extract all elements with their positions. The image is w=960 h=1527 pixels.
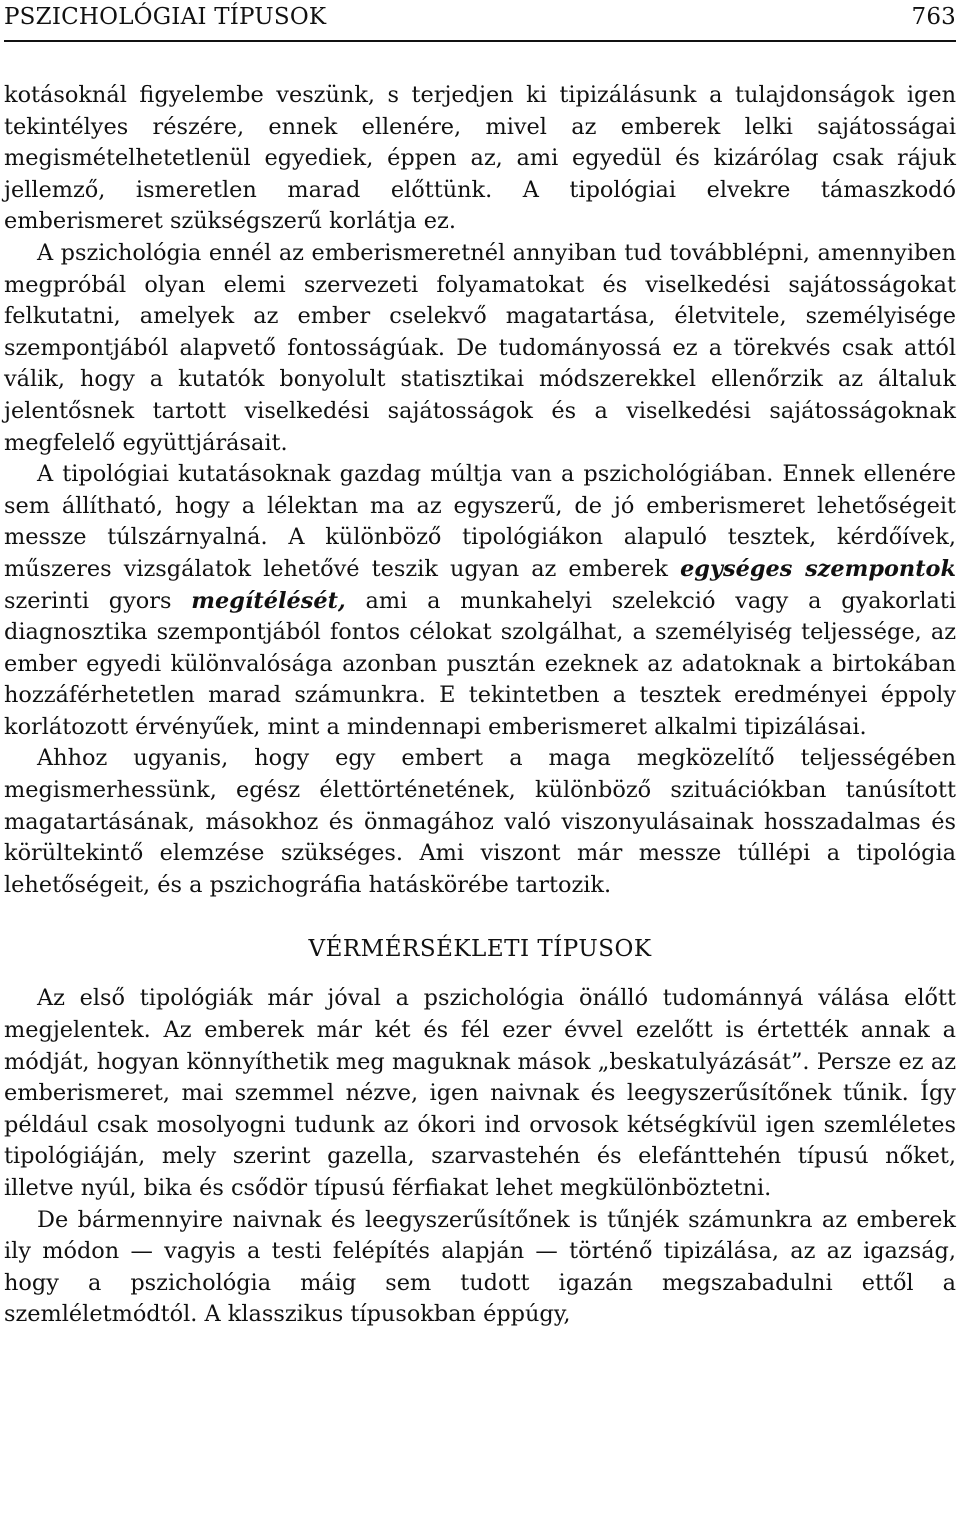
paragraph-3-emphasis-2: megítélését, (191, 587, 346, 614)
paragraph-3 (4, 459, 956, 743)
paragraph-1: kotásoknál figyelembe veszünk, s terjedjen ki tipizálásunk a tulajdonságok igen tekintélyes részére, ennek ellenére, mivel az emberek lelki sajátosságai megismételhetetlenül egyediek, éppen az, ami egyedül és kizárólag csak rájuk jellemző, ismeretlen marad előttünk. A tipológiai elvekre támaszkodó emberismeret szükségszerű korlátja ez. (4, 82, 956, 235)
paragraph-6: De bármennyire naivnak és leegyszerűsítőnek is tűnjék számunkra az emberek ily módon — vagyis a testi felépítés alapján — történő tipizálása, az az igazság, hogy a pszichológia máig sem tudott igazán megszabadulni ettől a szemléletmódtól. A klasszikus típusokban éppúgy, (4, 1206, 956, 1328)
paragraph-3-emphasis-1: egységes szempontok (680, 555, 956, 582)
paragraph-3-text-b: szerinti gyors (4, 587, 192, 614)
paragraph-5: Az első tipológiák már jóval a pszichológia önálló tudománnyá válása előtt megjelentek. Az emberek már két és fél ezer évvel ezelőtt is értették annak a módját, hogyan könnyíthetik meg maguknak mások „beskatulyázását”. Persze ez az emberismeret, mai szemmel nézve, igen naivnak és leegyszerűsítőnek tűnik. Így például csak mosolyogni tudunk az ókori ind orvosok kétségkívül igen szemléletes tipológiáján, mely szerint gazella, szarvastehén és elefánttehén típusú nőket, illetve nyúl, bika és csődör típusú férfiakat lehet megkülönböztetni. (4, 985, 956, 1201)
running-title: PSZICHOLÓGIAI TÍPUSOK (4, 4, 327, 30)
paragraph-3-text-a: A tipológiai kutatásoknak gazdag múltja van a pszichológiában. Ennek ellenére sem állítható, hogy a lélektan ma az egyszerű, de jó emberismeret lehetőségeit messze túlszárnyalná. A különböző tipológiákon alapuló tesztek, kérdőívek, műszeres vizsgálatok lehetővé teszik ugyan az emberek (4, 461, 956, 582)
running-head (4, 4, 956, 34)
section-title: VÉRMÉRSÉKLETI TÍPUSOK (308, 936, 652, 963)
body-text (4, 80, 956, 1331)
paragraph-4: Ahhoz ugyanis, hogy egy embert a maga megközelítő teljességében megismerhessünk, egész élettörténetének, különböző szituációkban tanúsított magatartásának, másokhoz és önmagához való viszonyulásainak hosszadalmas és körültekintő elemzése szükséges. Ami viszont már messze túllépi a tipológia lehetőségeit, és a pszichográfia hatáskörébe tartozik. (4, 745, 956, 898)
paragraph-3-text-c: ami a munkahelyi szelekció vagy a gyakorlati diagnosztika szempontjából fontos célokat szolgálhat, a személyiség teljessége, az ember egyedi különvalósága azonban pusztán ezeknek az adatoknak a birtokában hozzáférhetetlen marad számunkra. E tekintetben a tesztek eredményei éppoly korlátozott érvényűek, mint a mindennapi emberismeret alkalmi tipizálásai. (4, 587, 957, 740)
header-rule (4, 40, 956, 42)
paragraph-2: A pszichológia ennél az emberismeretnél annyiban tud továbblépni, amennyiben megpróbál olyan elemi szervezeti folyamatokat és viselkedési sajátosságokat felkutatni, amelyek az ember cselekvő magatartása, életvitele, személyisége szempontjából alapvető fontosságúak. De tudományossá ez a törekvés csak attól válik, hogy a kutatók bonyolult statisztikai módszerekkel ellenőrzik az általuk jelentősnek tartott viselkedési sajátosságok és a viselkedési sajátosságoknak megfelelő együttjárásait. (4, 239, 956, 456)
page-number: 763 (911, 4, 956, 30)
